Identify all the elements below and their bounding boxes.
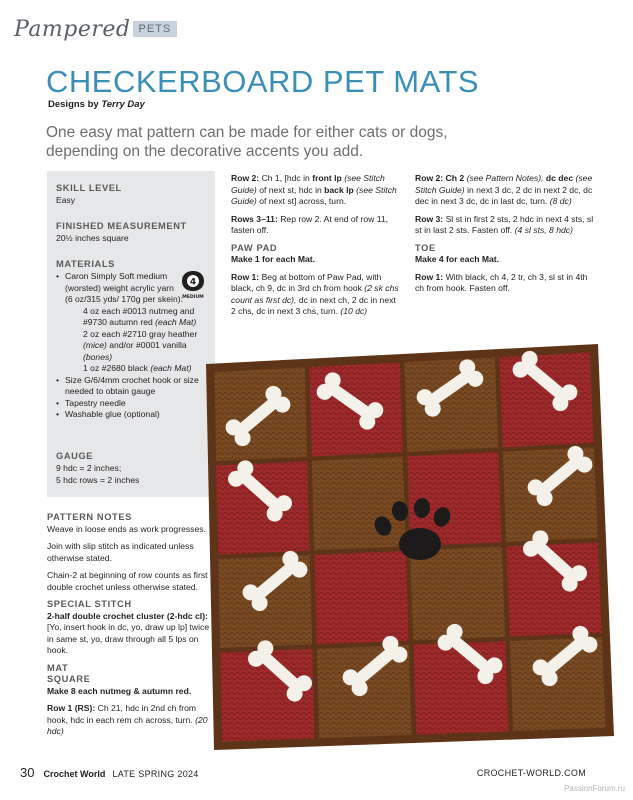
pp-row1-b: dc in next ch, 2 dc in next 2 chs, dc in next 3 chs, turn. xyxy=(231,294,396,316)
skill-heading: SKILL LEVEL xyxy=(56,183,122,193)
pawpad-make-text: Make 1 for each Mat. xyxy=(231,254,316,264)
yarn-a xyxy=(56,306,211,329)
measure-heading: FINISHED MEASUREMENT xyxy=(56,221,187,231)
toe-row1-text: With black, ch 4, 2 tr, ch 3, sl st in 4th ch from hook. Fasten off. xyxy=(415,271,588,293)
rows-3-11 xyxy=(231,214,401,237)
row2-label: Row 2: xyxy=(231,173,260,183)
right-column xyxy=(415,173,595,301)
toe-make-text: Make 4 for each Mat. xyxy=(415,254,500,264)
rows311-label: Rows 3–11: xyxy=(231,213,278,224)
special-stitch xyxy=(47,611,217,657)
pawpad-make xyxy=(231,254,401,266)
yarn-weight-icon xyxy=(181,270,205,300)
toe-row1 xyxy=(415,272,595,295)
row2-back: back lp xyxy=(324,184,354,195)
special-name: 2-half double crochet cluster (2-hdc cl): xyxy=(47,610,208,621)
magazine-name: Crochet World xyxy=(43,769,106,779)
pawpad-row1 xyxy=(231,272,401,318)
square-make xyxy=(47,686,217,698)
nutmeg-square xyxy=(312,457,406,551)
yarn-b-and: and/or #0001 vanilla xyxy=(109,340,187,350)
watermark: PassionForum.ru xyxy=(564,784,625,793)
yarn-b xyxy=(56,329,211,364)
pawpad-heading: PAW PAD xyxy=(231,242,278,253)
section-script: Pampered xyxy=(14,16,131,42)
toe-row1-label: Row 1: xyxy=(415,271,444,282)
footer xyxy=(20,765,199,780)
yarn-c-text: 1 oz #2680 black xyxy=(83,363,148,373)
row2-see2: (see Stitch Guide) xyxy=(231,184,397,206)
notes-heading: PATTERN NOTES xyxy=(47,512,132,522)
pp-row1-count: (10 dc) xyxy=(340,306,368,316)
row2-front: front lp xyxy=(312,173,342,183)
checkerboard-mat-image xyxy=(200,336,620,756)
note-1: Weave in loose ends as work progresses. xyxy=(47,523,206,534)
toe-make xyxy=(415,254,595,266)
pp-row1-a: Beg at bottom of Paw Pad, with black, ch 9, dc in 3rd ch from hook xyxy=(231,271,382,293)
yarn-b-text: 2 oz each #2710 gray heather xyxy=(83,328,198,339)
pp-row3 xyxy=(415,214,595,237)
byline xyxy=(48,99,145,110)
yarn-b-bones: (bones) xyxy=(83,351,113,362)
mat-heading: MAT xyxy=(47,662,69,673)
gauge-2: 5 hdc rows = 2 inches xyxy=(56,475,140,485)
pp-row1-note: (2 sk chs count as first dc), xyxy=(231,283,399,305)
left-column xyxy=(47,512,217,744)
autumn-red-square xyxy=(314,551,408,644)
row2-b: of next st, hdc in xyxy=(259,184,322,195)
pp-row2-count: (8 dc) xyxy=(549,196,572,206)
row2 xyxy=(231,173,401,208)
yarn-weight-label: MEDIUM xyxy=(182,295,204,300)
gauge-heading: GAUGE xyxy=(56,451,94,461)
needle-item: • Tapestry needle xyxy=(56,398,211,410)
note-3: Chain-2 at beginning of row counts as first double crochet unless otherwise stated. xyxy=(47,570,208,592)
skill-value: Easy xyxy=(56,195,76,205)
middle-column xyxy=(231,173,401,324)
yarn-a-text: 4 oz each #0013 nutmeg and #9730 autumn red xyxy=(83,305,195,327)
nutmeg-square xyxy=(404,357,498,451)
pp-row2-dcdec: dc dec xyxy=(545,173,574,183)
yarn-b-mice: (mice) xyxy=(83,340,107,350)
pp-row2-label: Row 2: Ch 2 xyxy=(415,173,465,183)
row2-a: Ch 1, [hdc in xyxy=(261,173,310,183)
hook-item: • Size G/6/4mm crochet hook or size needed to obtain gauge xyxy=(56,375,211,398)
square-make-text: Make 8 each nutmeg & autumn red. xyxy=(47,685,192,696)
issue-label: LATE SPRING 2024 xyxy=(112,769,199,779)
row1-text: Ch 21, hdc in 2nd ch from hook, hdc in each rem ch across, turn. xyxy=(47,703,197,725)
intro-text: One easy mat pattern can be made for either cats or dogs, depending on the decorative accents you add. xyxy=(46,124,448,160)
pp-row2-text: in next 3 dc, 2 dc in next 2 dc, dc dec in next 3 dc, dc in last dc, turn. xyxy=(415,184,593,206)
toe-heading: TOE xyxy=(415,242,436,253)
yarn-line: • Caron Simply Soft medium (worsted) weight acrylic yarn (6 oz/315 yds/ 170g per skein): xyxy=(65,271,183,304)
row2-c: of next st] across, turn. xyxy=(259,196,347,206)
measure-value: 20½ inches square xyxy=(56,233,129,243)
pp-row3-label: Row 3: xyxy=(415,213,444,224)
byline-label: Designs by xyxy=(48,99,99,110)
pp-row2-see: (see Stitch Guide) xyxy=(415,173,593,195)
autumn-red-square xyxy=(413,641,508,734)
special-heading: SPECIAL STITCH xyxy=(47,599,132,609)
row1-label: Row 1 (RS): xyxy=(47,703,96,713)
materials-sidebar xyxy=(47,171,215,497)
note-2: Join with slip stitch as indicated unless otherwise stated. xyxy=(47,541,194,563)
glue-item: • Washable glue (optional) xyxy=(56,409,211,421)
pp-row3-count: (4 sl sts, 8 hdc) xyxy=(514,225,573,235)
yarn-a-note: (each Mat) xyxy=(155,317,197,327)
rows311-text: Rep row 2. At end of row 11, fasten off. xyxy=(231,213,389,235)
row1 xyxy=(47,703,217,738)
designer-name: Terry Day xyxy=(101,99,145,110)
page-number: 30 xyxy=(20,765,35,780)
pp-row1-label: Row 1: xyxy=(231,271,260,282)
section-tag: PETS xyxy=(133,21,178,37)
page-title: CHECKERBOARD PET MATS xyxy=(46,64,480,99)
website-link[interactable]: CROCHET-WORLD.COM xyxy=(476,768,586,778)
gauge-1: 9 hdc = 2 inches; xyxy=(56,463,122,473)
square-heading: SQUARE xyxy=(47,674,91,684)
yarn-c xyxy=(56,363,211,375)
pp-row3-text: Sl st in first 2 sts, 2 hdc in next 4 sts, sl st in last 2 sts. Fasten off. xyxy=(415,213,594,235)
pp-row2 xyxy=(415,173,595,208)
pp-row2-note: (see Pattern Notes), xyxy=(466,173,544,183)
materials-heading: MATERIALS xyxy=(56,259,115,269)
row1-note: (20 hdc) xyxy=(47,714,208,736)
yarn-c-note: (each Mat) xyxy=(150,363,192,373)
section-banner xyxy=(14,12,177,46)
yarn-weight-number: 4 xyxy=(189,277,197,288)
row2-see: (see Stitch Guide) xyxy=(231,173,385,195)
special-text: [Yo, insert hook in dc, yo, draw up lp] twice in same st, yo, draw through all 5 lps on hook. xyxy=(47,622,210,655)
